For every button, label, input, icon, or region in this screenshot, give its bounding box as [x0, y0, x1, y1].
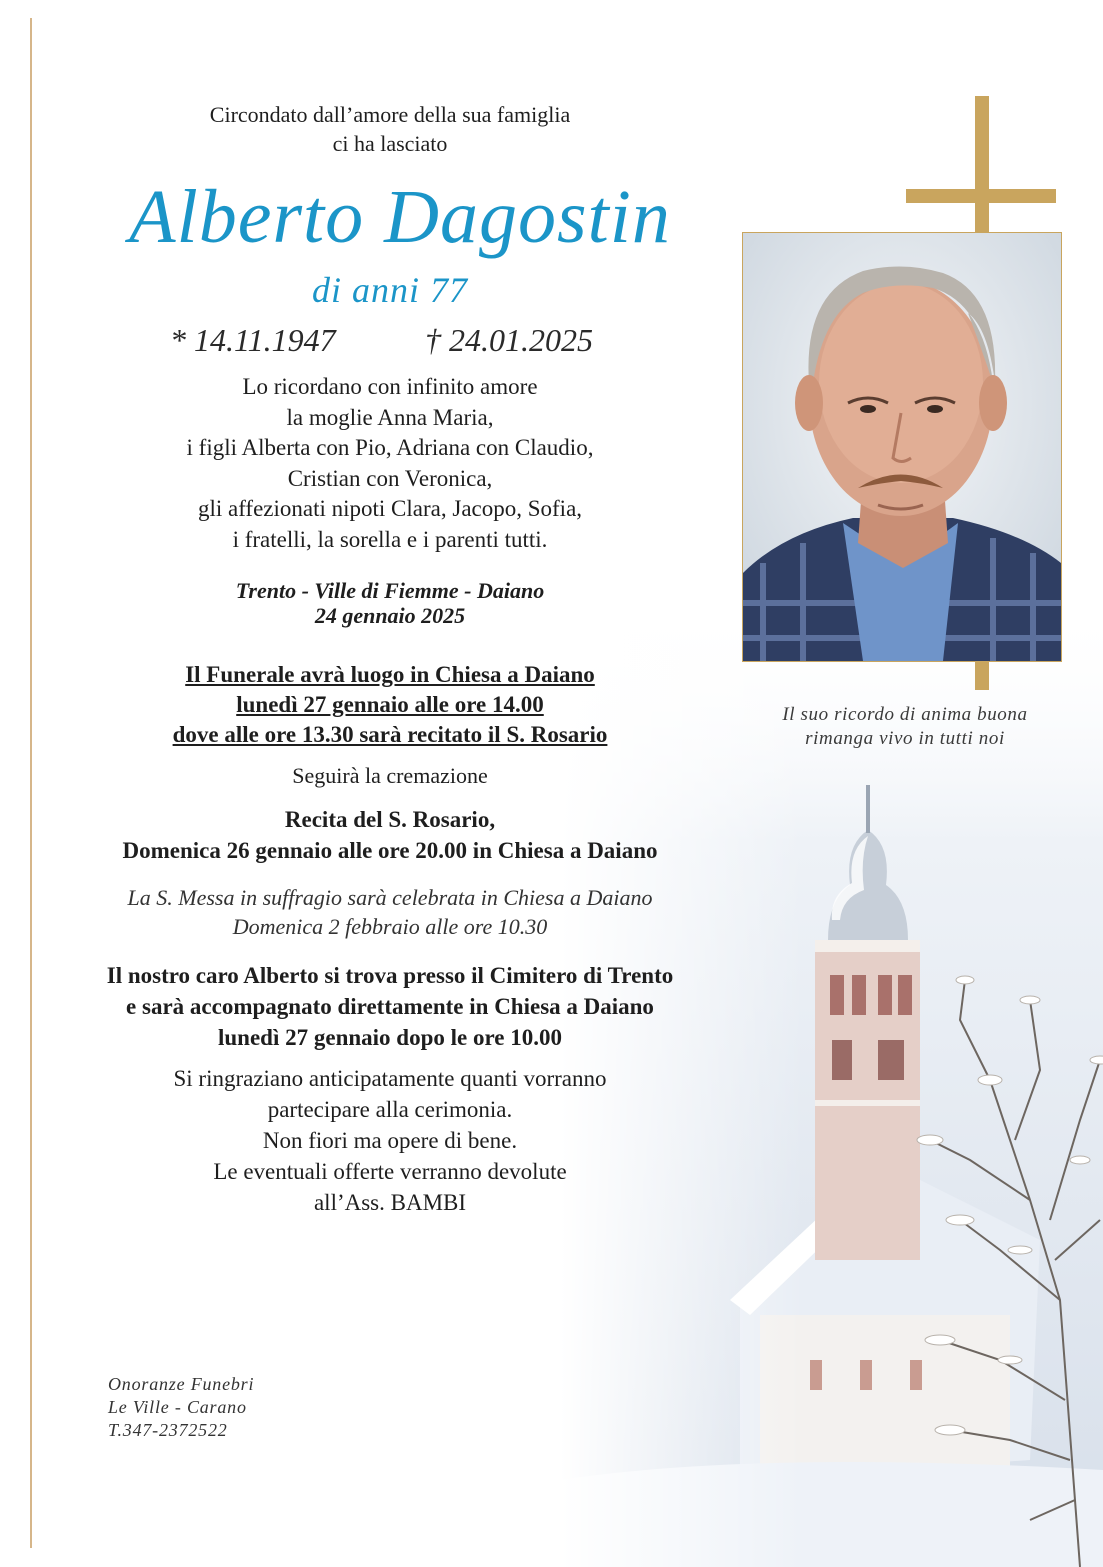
- mass-line: La S. Messa in suffragio sarà celebrata in Chiesa a Daiano: [127, 885, 653, 910]
- left-border-line: [30, 18, 32, 1548]
- mass-details: [40, 883, 740, 941]
- funeral-line: Il Funerale avrà luogo in Chiesa a Daiano: [185, 662, 595, 687]
- cemetery-line: e sarà accompagnato direttamente in Chiesa a Daiano: [126, 994, 654, 1019]
- photo-caption: [740, 703, 1070, 751]
- mourners-line: la moglie Anna Maria,: [286, 404, 494, 430]
- thanks-line: Si ringraziano anticipatamente quanti vorranno: [173, 1066, 607, 1091]
- intro-line: Circondato dall’amore della sua famiglia: [209, 102, 571, 127]
- thanks-line: all’Ass. BAMBI: [313, 1190, 467, 1215]
- mourners-line: i figli Alberta con Pio, Adriana con Claudio,: [186, 435, 594, 460]
- caption-line: Il suo ricordo di anima buona: [782, 704, 1028, 725]
- cemetery-details: [40, 960, 740, 1053]
- thanks-line: partecipare alla cerimonia.: [267, 1097, 513, 1122]
- mass-line: Domenica 2 febbraio alle ore 10.30: [232, 914, 548, 939]
- cemetery-line: Il nostro caro Alberto si trova presso il Cimitero di Trento: [106, 963, 674, 988]
- intro-line: ci ha lasciato: [332, 131, 448, 156]
- date-line: 24 gennaio 2025: [314, 603, 466, 628]
- thanks-line: Non fiori ma opere di bene.: [262, 1128, 518, 1153]
- place-and-date: [40, 578, 740, 628]
- funeral-line: lunedì 27 gennaio alle ore 14.00: [236, 692, 544, 717]
- rosary-line: Recita del S. Rosario,: [284, 807, 496, 832]
- portrait-photo: [742, 232, 1062, 662]
- birth-date: * 14.11.1947: [170, 322, 336, 358]
- death-date: † 24.01.2025: [425, 322, 593, 358]
- funeral-home-name: Onoranze Funebri: [108, 1374, 255, 1394]
- cross-horizontal-bar: [906, 189, 1056, 203]
- funeral-details: [40, 660, 740, 750]
- mourners-line: i fratelli, la sorella e i parenti tutti.: [232, 526, 548, 552]
- funeral-home-info: [108, 1373, 254, 1442]
- mourners-line: Cristian con Veronica,: [287, 465, 493, 491]
- funeral-home-phone: T.347-2372522: [108, 1420, 228, 1440]
- intro-text: [40, 100, 740, 158]
- mourners-line: Lo ricordano con infinito amore: [242, 374, 538, 399]
- thanks-line: Le eventuali offerte verranno devolute: [213, 1159, 567, 1184]
- mourners-list: [40, 372, 740, 555]
- cemetery-line: lunedì 27 gennaio dopo le ore 10.00: [218, 1025, 562, 1050]
- thanks-note: [40, 1063, 740, 1218]
- age-text: di anni 77: [311, 270, 468, 310]
- funeral-home-location: Le Ville - Carano: [108, 1397, 247, 1417]
- rosary-line: Domenica 26 gennaio alle ore 20.00 in Chiesa a Daiano: [122, 838, 658, 863]
- rosary-details: [40, 804, 740, 866]
- funeral-line: dove alle ore 13.30 sarà recitato il S. Rosario: [172, 722, 608, 747]
- cremation-note: Seguirà la cremazione: [292, 763, 488, 788]
- place-line: Trento - Ville di Fiemme - Daiano: [235, 578, 545, 603]
- caption-line: rimanga vivo in tutti noi: [805, 728, 1005, 749]
- deceased-name: Alberto Dagostin: [129, 175, 671, 259]
- mourners-line: gli affezionati nipoti Clara, Jacopo, Sofia,: [197, 496, 583, 521]
